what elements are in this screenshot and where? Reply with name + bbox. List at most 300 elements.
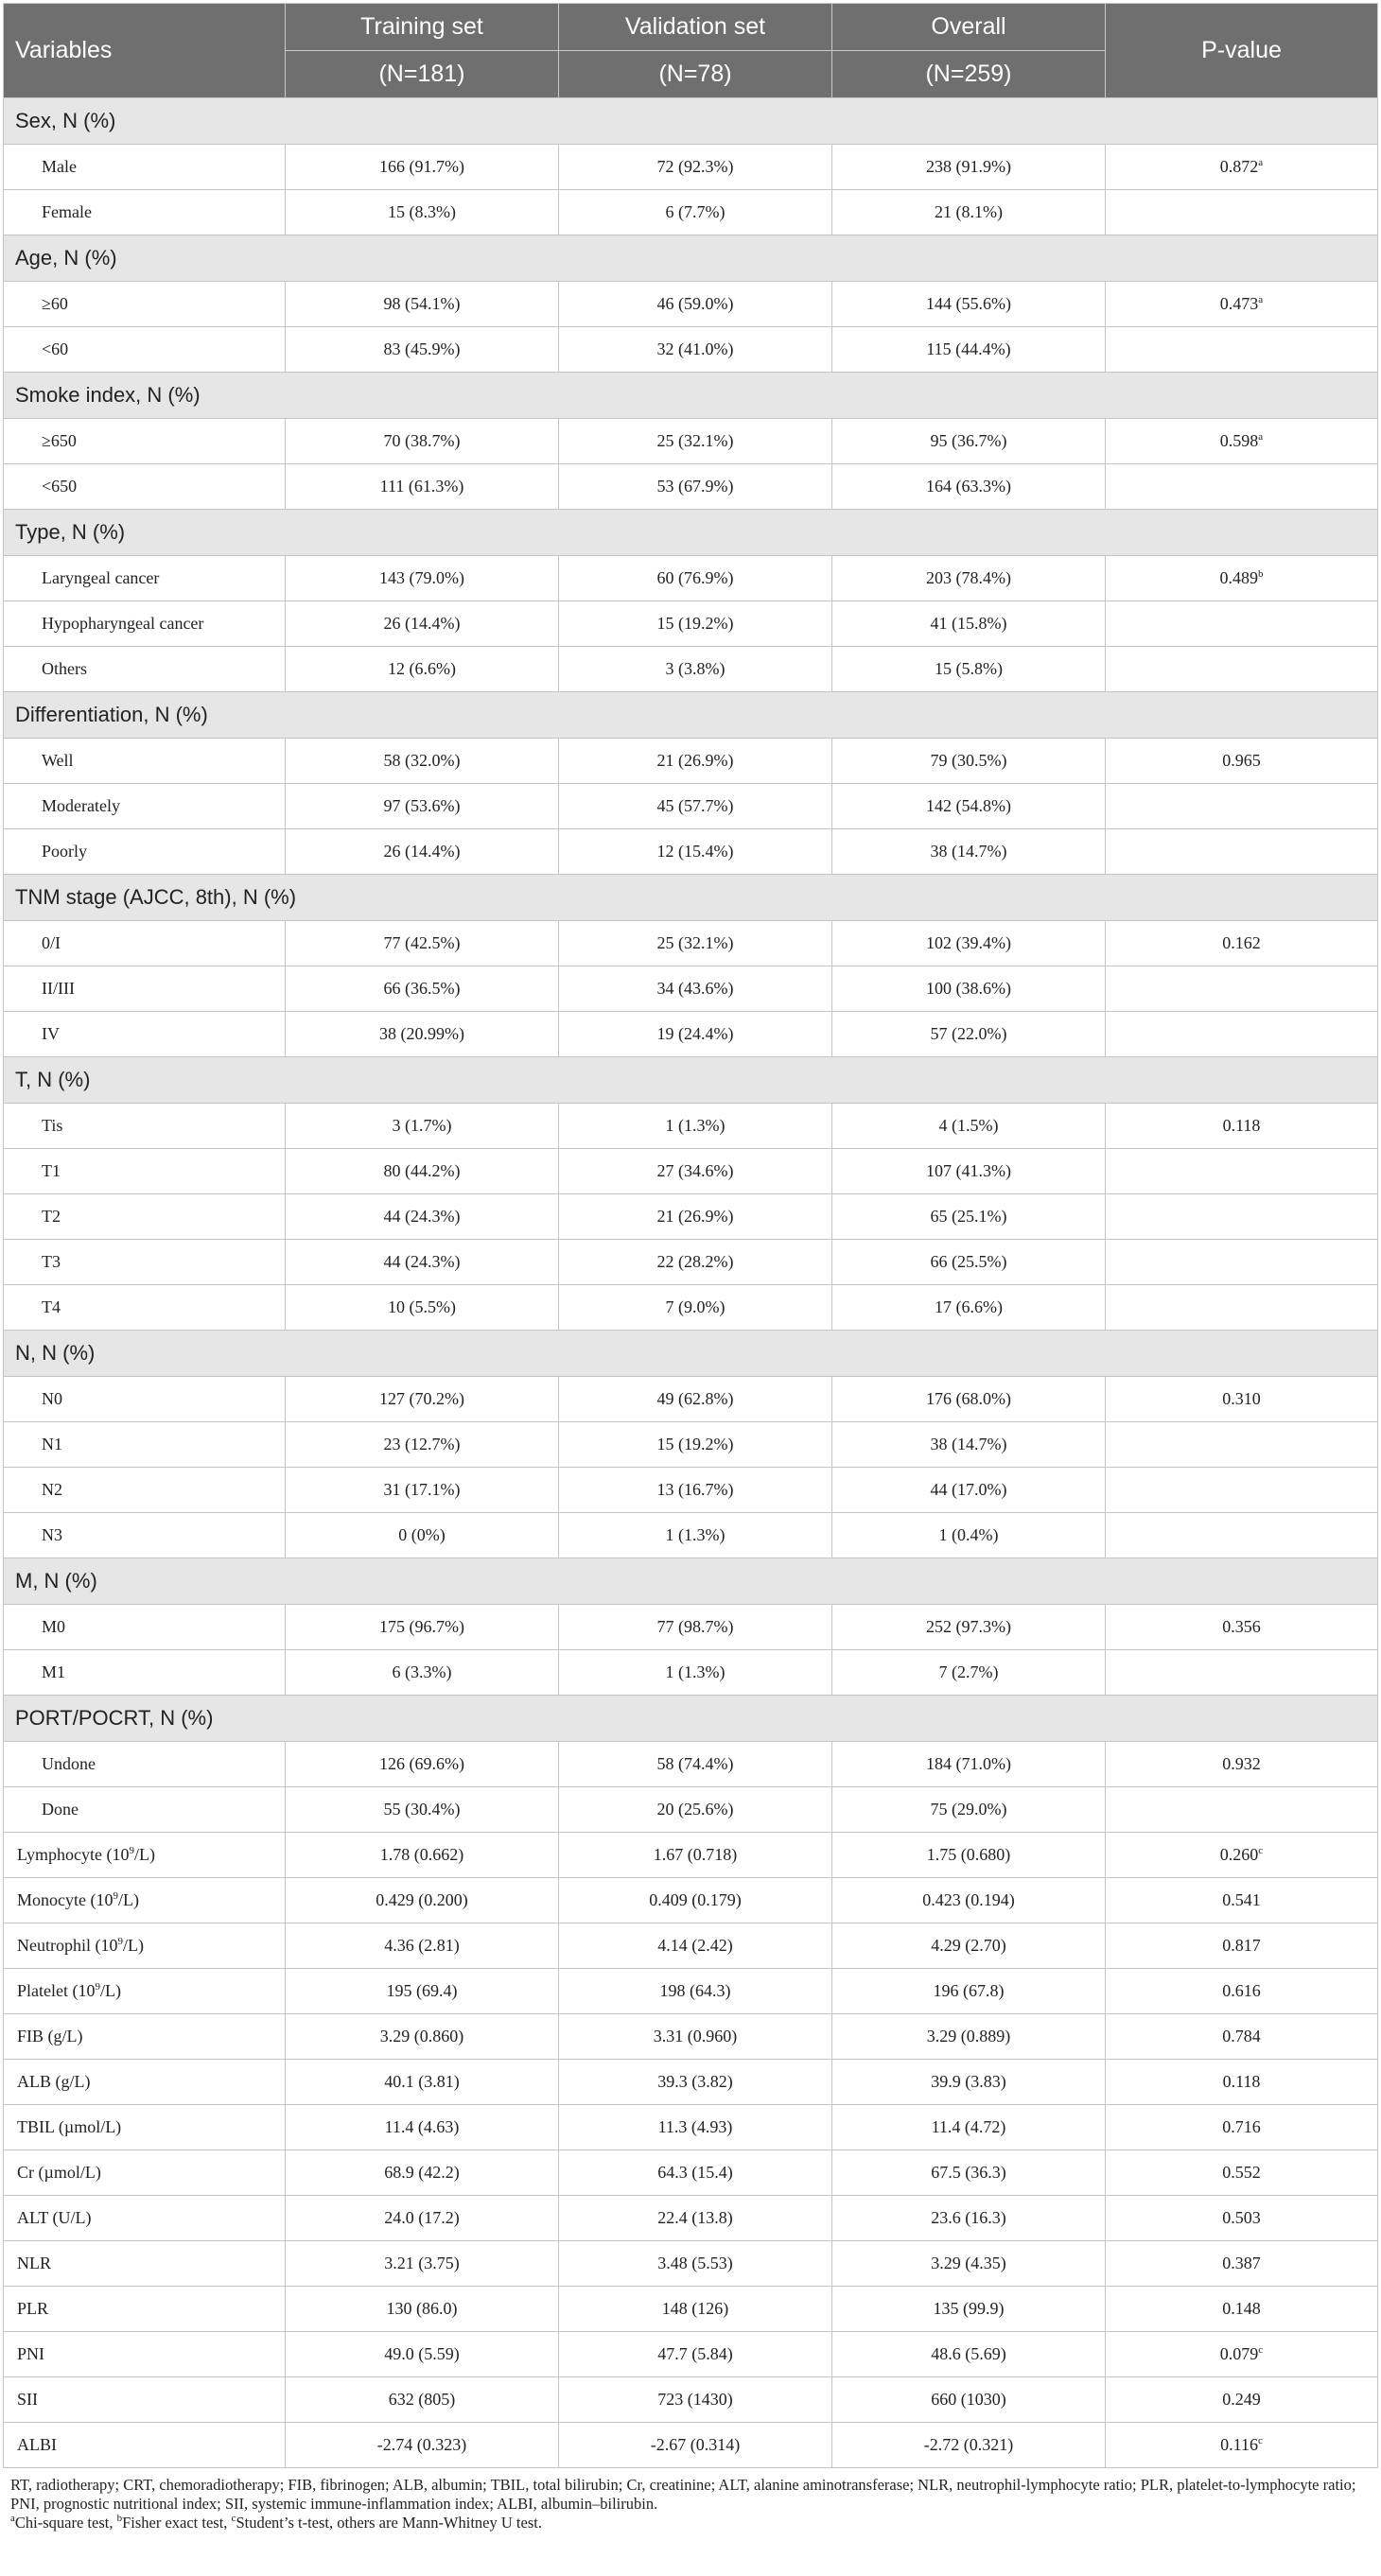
- p-value-cell: [1106, 1012, 1378, 1057]
- section-header-row: [4, 510, 1378, 556]
- section-header-row: [4, 1057, 1378, 1104]
- training-value: 143 (79.0%): [286, 556, 559, 601]
- training-value: 24.0 (17.2): [286, 2196, 559, 2241]
- training-value: 0 (0%): [286, 1513, 559, 1558]
- test-a-text: Chi-square test,: [14, 2514, 117, 2532]
- variable-level: 0/I: [4, 921, 286, 966]
- section-header-row: [4, 373, 1378, 419]
- overall-value: 38 (14.7%): [832, 1422, 1106, 1468]
- table-row: [4, 784, 1378, 829]
- p-value: 0.387: [1222, 2254, 1261, 2272]
- validation-value: 25 (32.1%): [559, 921, 832, 966]
- p-value: 0.552: [1222, 2163, 1261, 2182]
- variable-name-cell: [4, 2105, 286, 2150]
- table-row: [4, 601, 1378, 647]
- table-footnotes: [3, 2468, 1377, 2532]
- p-value-footnote-marker: b: [1258, 568, 1264, 580]
- overall-value: 65 (25.1%): [832, 1194, 1106, 1240]
- variable-name-cell: [4, 2287, 286, 2332]
- variable-name: Lymphocyte (10: [17, 1845, 130, 1864]
- validation-value: 77 (98.7%): [559, 1605, 832, 1650]
- p-value-cell: [1106, 966, 1378, 1012]
- unit-exponent: 9: [95, 1981, 100, 1993]
- overall-value: 67.5 (36.3): [832, 2150, 1106, 2196]
- training-value: 12 (6.6%): [286, 647, 559, 692]
- training-value: 6 (3.3%): [286, 1650, 559, 1696]
- table-row: [4, 966, 1378, 1012]
- p-value-cell: [1106, 1605, 1378, 1650]
- variable-level: M0: [4, 1605, 286, 1650]
- validation-value: 22.4 (13.8): [559, 2196, 832, 2241]
- validation-value: 1 (1.3%): [559, 1513, 832, 1558]
- overall-value: -2.72 (0.321): [832, 2423, 1106, 2468]
- p-value: 0.489: [1219, 568, 1258, 587]
- training-value: 3 (1.7%): [286, 1104, 559, 1149]
- variable-level: Laryngeal cancer: [4, 556, 286, 601]
- p-value: 0.541: [1222, 1890, 1261, 1909]
- validation-value: 34 (43.6%): [559, 966, 832, 1012]
- training-value: 3.29 (0.860): [286, 2014, 559, 2060]
- variable-level: N3: [4, 1513, 286, 1558]
- p-value-cell: [1106, 784, 1378, 829]
- overall-value: 142 (54.8%): [832, 784, 1106, 829]
- p-value-cell: [1106, 601, 1378, 647]
- p-value-cell: [1106, 190, 1378, 235]
- p-value-cell: [1106, 1742, 1378, 1787]
- overall-value: 95 (36.7%): [832, 419, 1106, 464]
- p-value-cell: [1106, 739, 1378, 784]
- variable-name-cell: [4, 1923, 286, 1969]
- table-row: [4, 282, 1378, 327]
- training-value: 175 (96.7%): [286, 1605, 559, 1650]
- overall-value: 184 (71.0%): [832, 1742, 1106, 1787]
- variable-level: <60: [4, 327, 286, 373]
- validation-value: 4.14 (2.42): [559, 1923, 832, 1969]
- variable-name-cell: [4, 2423, 286, 2468]
- p-value-cell: [1106, 2332, 1378, 2377]
- p-value: 0.503: [1222, 2208, 1261, 2227]
- variable-name-cell: [4, 2060, 286, 2105]
- variable-name: Cr (µmol/L): [17, 2163, 101, 2182]
- p-value: 0.118: [1222, 1116, 1261, 1135]
- variable-name-cell: [4, 1833, 286, 1878]
- section-title: M, N (%): [4, 1558, 1378, 1605]
- variable-name-cell: [4, 2377, 286, 2423]
- p-value: 0.965: [1222, 751, 1261, 770]
- validation-value: 13 (16.7%): [559, 1468, 832, 1513]
- unit-suffix: /L): [117, 1890, 139, 1909]
- validation-value: 27 (34.6%): [559, 1149, 832, 1194]
- overall-value: 17 (6.6%): [832, 1285, 1106, 1331]
- table-row: [4, 1742, 1378, 1787]
- table-row: [4, 1377, 1378, 1422]
- statistical-tests-note: [10, 2514, 1377, 2532]
- training-value: 68.9 (42.2): [286, 2150, 559, 2196]
- p-value-cell: [1106, 1422, 1378, 1468]
- table-row: [4, 1513, 1378, 1558]
- footnote-sup-b: b: [116, 2513, 123, 2524]
- validation-value: 1 (1.3%): [559, 1650, 832, 1696]
- variable-name: ALBI: [17, 2435, 57, 2454]
- training-value: 3.21 (3.75): [286, 2241, 559, 2287]
- section-header-row: [4, 98, 1378, 145]
- variable-name: Platelet (10: [17, 1981, 96, 2000]
- training-value: 66 (36.5%): [286, 966, 559, 1012]
- p-value: 0.260: [1219, 1845, 1259, 1864]
- validation-value: 19 (24.4%): [559, 1012, 832, 1057]
- p-value-cell: [1106, 1650, 1378, 1696]
- overall-value: 164 (63.3%): [832, 464, 1106, 510]
- overall-value: 196 (67.8): [832, 1969, 1106, 2014]
- p-value-cell: [1106, 282, 1378, 327]
- training-value: 44 (24.3%): [286, 1194, 559, 1240]
- section-header-row: [4, 1331, 1378, 1377]
- p-value-cell: [1106, 145, 1378, 190]
- validation-value: 47.7 (5.84): [559, 2332, 832, 2377]
- table-row: [4, 1240, 1378, 1285]
- variable-name: FIB (g/L): [17, 2027, 83, 2045]
- table-row: [4, 1149, 1378, 1194]
- section-header-row: [4, 692, 1378, 739]
- table-row: [4, 464, 1378, 510]
- table-row: [4, 1833, 1378, 1878]
- p-value-cell: [1106, 419, 1378, 464]
- variable-name-cell: [4, 2241, 286, 2287]
- overall-value: 41 (15.8%): [832, 601, 1106, 647]
- variable-level: Male: [4, 145, 286, 190]
- overall-value: 11.4 (4.72): [832, 2105, 1106, 2150]
- unit-suffix: /L): [122, 1936, 144, 1955]
- training-value: 195 (69.4): [286, 1969, 559, 2014]
- table-row: [4, 1787, 1378, 1833]
- training-value: 97 (53.6%): [286, 784, 559, 829]
- table-row: [4, 1194, 1378, 1240]
- header-training: Training set: [286, 4, 559, 51]
- validation-value: 58 (74.4%): [559, 1742, 832, 1787]
- test-c-text: Student’s t-test, others are Mann-Whitney U test.: [236, 2514, 542, 2532]
- variable-name: Neutrophil (10: [17, 1936, 118, 1955]
- overall-value: 1.75 (0.680): [832, 1833, 1106, 1878]
- validation-value: 11.3 (4.93): [559, 2105, 832, 2150]
- p-value-cell: [1106, 1194, 1378, 1240]
- validation-value: 198 (64.3): [559, 1969, 832, 2014]
- p-value: 0.716: [1222, 2117, 1261, 2136]
- validation-value: 49 (62.8%): [559, 1377, 832, 1422]
- header-variables: Variables: [4, 4, 286, 98]
- p-value: 0.356: [1222, 1617, 1261, 1636]
- training-value: 49.0 (5.59): [286, 2332, 559, 2377]
- variable-level: T4: [4, 1285, 286, 1331]
- variable-level: Tis: [4, 1104, 286, 1149]
- p-value-cell: [1106, 2014, 1378, 2060]
- training-value: 10 (5.5%): [286, 1285, 559, 1331]
- header-validation-n: (N=78): [559, 51, 832, 98]
- header-pvalue: P-value: [1106, 4, 1378, 98]
- overall-value: 7 (2.7%): [832, 1650, 1106, 1696]
- overall-value: 38 (14.7%): [832, 829, 1106, 875]
- variable-level: N1: [4, 1422, 286, 1468]
- table-row: [4, 419, 1378, 464]
- baseline-characteristics-table: [3, 3, 1378, 2468]
- validation-value: 7 (9.0%): [559, 1285, 832, 1331]
- p-value-cell: [1106, 2060, 1378, 2105]
- section-title: Smoke index, N (%): [4, 373, 1378, 419]
- variable-name: NLR: [17, 2254, 51, 2272]
- variable-name-cell: [4, 2014, 286, 2060]
- overall-value: 15 (5.8%): [832, 647, 1106, 692]
- validation-value: 32 (41.0%): [559, 327, 832, 373]
- p-value-cell: [1106, 1240, 1378, 1285]
- variable-level: Female: [4, 190, 286, 235]
- section-header-row: [4, 1696, 1378, 1742]
- section-header-row: [4, 235, 1378, 282]
- variable-level: ≥650: [4, 419, 286, 464]
- table-row: [4, 921, 1378, 966]
- unit-suffix: /L): [133, 1845, 155, 1864]
- p-value: 0.473: [1219, 294, 1259, 313]
- table-row: [4, 1605, 1378, 1650]
- p-value-cell: [1106, 556, 1378, 601]
- validation-value: 6 (7.7%): [559, 190, 832, 235]
- variable-name-cell: [4, 2332, 286, 2377]
- table-row: [4, 2150, 1378, 2196]
- training-value: 77 (42.5%): [286, 921, 559, 966]
- variable-level: Hypopharyngeal cancer: [4, 601, 286, 647]
- variable-level: ≥60: [4, 282, 286, 327]
- header-overall-n: (N=259): [832, 51, 1106, 98]
- training-value: 26 (14.4%): [286, 829, 559, 875]
- p-value: 0.249: [1222, 2390, 1261, 2409]
- training-value: 80 (44.2%): [286, 1149, 559, 1194]
- p-value: 0.616: [1222, 1981, 1261, 2000]
- test-b-text: Fisher exact test,: [122, 2514, 232, 2532]
- variable-level: N2: [4, 1468, 286, 1513]
- variable-level: Others: [4, 647, 286, 692]
- overall-value: 238 (91.9%): [832, 145, 1106, 190]
- validation-value: 72 (92.3%): [559, 145, 832, 190]
- variable-level: Well: [4, 739, 286, 784]
- training-value: 38 (20.99%): [286, 1012, 559, 1057]
- overall-value: 107 (41.3%): [832, 1149, 1106, 1194]
- table-row: [4, 2287, 1378, 2332]
- unit-suffix: /L): [99, 1981, 121, 2000]
- p-value-cell: [1106, 1923, 1378, 1969]
- table-row: [4, 829, 1378, 875]
- overall-value: 79 (30.5%): [832, 739, 1106, 784]
- overall-value: 21 (8.1%): [832, 190, 1106, 235]
- variable-level: T1: [4, 1149, 286, 1194]
- validation-value: 148 (126): [559, 2287, 832, 2332]
- p-value: 0.118: [1222, 2072, 1261, 2091]
- table-row: [4, 1012, 1378, 1057]
- p-value-cell: [1106, 1787, 1378, 1833]
- training-value: 70 (38.7%): [286, 419, 559, 464]
- variable-level: T2: [4, 1194, 286, 1240]
- overall-value: 144 (55.6%): [832, 282, 1106, 327]
- header-overall: Overall: [832, 4, 1106, 51]
- table-row: [4, 2014, 1378, 2060]
- table-row: [4, 2241, 1378, 2287]
- training-value: 127 (70.2%): [286, 1377, 559, 1422]
- unit-exponent: 9: [117, 1936, 123, 1947]
- variable-level: M1: [4, 1650, 286, 1696]
- unit-exponent: 9: [113, 1890, 118, 1902]
- table-row: [4, 556, 1378, 601]
- table-header: [4, 4, 1378, 98]
- p-value-footnote-marker: c: [1257, 2435, 1263, 2446]
- p-value-footnote-marker: a: [1258, 157, 1264, 168]
- table-body: [4, 98, 1378, 2468]
- variable-name: PNI: [17, 2344, 45, 2363]
- training-value: 130 (86.0): [286, 2287, 559, 2332]
- table-row: [4, 2196, 1378, 2241]
- validation-value: 64.3 (15.4): [559, 2150, 832, 2196]
- overall-value: 57 (22.0%): [832, 1012, 1106, 1057]
- training-value: 15 (8.3%): [286, 190, 559, 235]
- table-row: [4, 190, 1378, 235]
- section-header-row: [4, 875, 1378, 921]
- p-value-cell: [1106, 2196, 1378, 2241]
- overall-value: 660 (1030): [832, 2377, 1106, 2423]
- variable-level: Moderately: [4, 784, 286, 829]
- validation-value: 12 (15.4%): [559, 829, 832, 875]
- variable-level: Poorly: [4, 829, 286, 875]
- table-row: [4, 1923, 1378, 1969]
- overall-value: 4.29 (2.70): [832, 1923, 1106, 1969]
- validation-value: 22 (28.2%): [559, 1240, 832, 1285]
- training-value: 166 (91.7%): [286, 145, 559, 190]
- p-value-cell: [1106, 1833, 1378, 1878]
- training-value: 55 (30.4%): [286, 1787, 559, 1833]
- footnote-sup-a: a: [10, 2513, 15, 2524]
- header-validation: Validation set: [559, 4, 832, 51]
- p-value-cell: [1106, 921, 1378, 966]
- p-value-footnote-marker: a: [1258, 431, 1264, 443]
- p-value-cell: [1106, 1468, 1378, 1513]
- validation-value: 60 (76.9%): [559, 556, 832, 601]
- training-value: 58 (32.0%): [286, 739, 559, 784]
- overall-value: 3.29 (0.889): [832, 2014, 1106, 2060]
- overall-value: 135 (99.9): [832, 2287, 1106, 2332]
- section-title: PORT/POCRT, N (%): [4, 1696, 1378, 1742]
- unit-exponent: 9: [129, 1845, 134, 1856]
- training-value: 111 (61.3%): [286, 464, 559, 510]
- table-row: [4, 2060, 1378, 2105]
- table-row: [4, 2423, 1378, 2468]
- p-value: 0.310: [1222, 1389, 1261, 1408]
- variable-name: TBIL (µmol/L): [17, 2117, 122, 2136]
- training-value: 26 (14.4%): [286, 601, 559, 647]
- validation-value: 39.3 (3.82): [559, 2060, 832, 2105]
- table-row: [4, 1650, 1378, 1696]
- p-value-cell: [1106, 2150, 1378, 2196]
- p-value-footnote-marker: c: [1258, 1845, 1264, 1856]
- validation-value: 723 (1430): [559, 2377, 832, 2423]
- overall-value: 115 (44.4%): [832, 327, 1106, 373]
- variable-name: ALB (g/L): [17, 2072, 91, 2091]
- p-value: 0.116: [1220, 2435, 1258, 2454]
- validation-value: 1.67 (0.718): [559, 1833, 832, 1878]
- validation-value: 0.409 (0.179): [559, 1878, 832, 1923]
- header-training-n: (N=181): [286, 51, 559, 98]
- validation-value: 3 (3.8%): [559, 647, 832, 692]
- overall-value: 4 (1.5%): [832, 1104, 1106, 1149]
- p-value: 0.817: [1222, 1936, 1261, 1955]
- p-value: 0.148: [1222, 2299, 1261, 2318]
- training-value: 11.4 (4.63): [286, 2105, 559, 2150]
- training-value: 83 (45.9%): [286, 327, 559, 373]
- table-row: [4, 647, 1378, 692]
- p-value-footnote-marker: c: [1258, 2344, 1264, 2356]
- variable-name-cell: [4, 2150, 286, 2196]
- table-row: [4, 327, 1378, 373]
- validation-value: 21 (26.9%): [559, 739, 832, 784]
- validation-value: 3.31 (0.960): [559, 2014, 832, 2060]
- variable-name: ALT (U/L): [17, 2208, 92, 2227]
- p-value-cell: [1106, 327, 1378, 373]
- p-value-cell: [1106, 647, 1378, 692]
- section-title: T, N (%): [4, 1057, 1378, 1104]
- p-value-cell: [1106, 1149, 1378, 1194]
- overall-value: 44 (17.0%): [832, 1468, 1106, 1513]
- training-value: 31 (17.1%): [286, 1468, 559, 1513]
- validation-value: 20 (25.6%): [559, 1787, 832, 1833]
- p-value: 0.784: [1222, 2027, 1261, 2045]
- table-row: [4, 1285, 1378, 1331]
- p-value: 0.932: [1222, 1754, 1261, 1773]
- p-value-cell: [1106, 829, 1378, 875]
- overall-value: 102 (39.4%): [832, 921, 1106, 966]
- p-value: 0.162: [1222, 933, 1261, 952]
- p-value-cell: [1106, 1377, 1378, 1422]
- validation-value: 53 (67.9%): [559, 464, 832, 510]
- section-title: N, N (%): [4, 1331, 1378, 1377]
- validation-value: 1 (1.3%): [559, 1104, 832, 1149]
- section-title: Type, N (%): [4, 510, 1378, 556]
- training-value: 632 (805): [286, 2377, 559, 2423]
- validation-value: -2.67 (0.314): [559, 2423, 832, 2468]
- p-value-cell: [1106, 2241, 1378, 2287]
- p-value-footnote-marker: a: [1258, 294, 1264, 305]
- overall-value: 3.29 (4.35): [832, 2241, 1106, 2287]
- table-row: [4, 1422, 1378, 1468]
- p-value-cell: [1106, 2423, 1378, 2468]
- overall-value: 252 (97.3%): [832, 1605, 1106, 1650]
- overall-value: 0.423 (0.194): [832, 1878, 1106, 1923]
- training-value: 0.429 (0.200): [286, 1878, 559, 1923]
- overall-value: 48.6 (5.69): [832, 2332, 1106, 2377]
- variable-name-cell: [4, 2196, 286, 2241]
- variable-level: T3: [4, 1240, 286, 1285]
- section-title: Age, N (%): [4, 235, 1378, 282]
- p-value-cell: [1106, 2377, 1378, 2423]
- overall-value: 75 (29.0%): [832, 1787, 1106, 1833]
- overall-value: 23.6 (16.3): [832, 2196, 1106, 2241]
- variable-name: Monocyte (10: [17, 1890, 114, 1909]
- variable-level: <650: [4, 464, 286, 510]
- validation-value: 46 (59.0%): [559, 282, 832, 327]
- table-row: [4, 145, 1378, 190]
- variable-name: SII: [17, 2390, 38, 2409]
- p-value-cell: [1106, 1969, 1378, 2014]
- training-value: 40.1 (3.81): [286, 2060, 559, 2105]
- training-value: 44 (24.3%): [286, 1240, 559, 1285]
- overall-value: 1 (0.4%): [832, 1513, 1106, 1558]
- overall-value: 66 (25.5%): [832, 1240, 1106, 1285]
- overall-value: 39.9 (3.83): [832, 2060, 1106, 2105]
- section-header-row: [4, 1558, 1378, 1605]
- training-value: 4.36 (2.81): [286, 1923, 559, 1969]
